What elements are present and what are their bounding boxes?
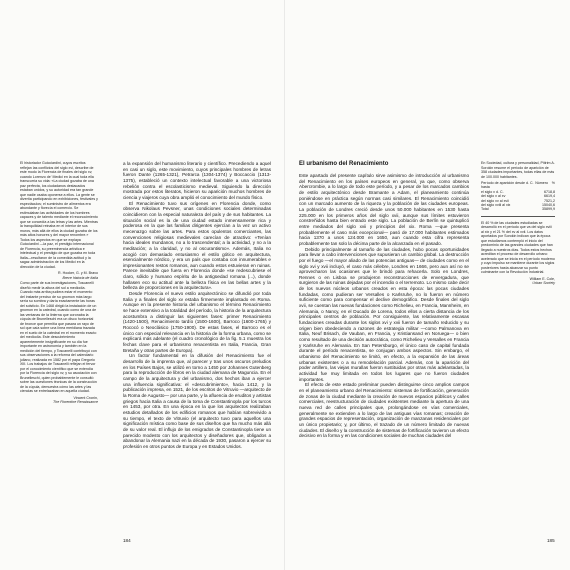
table-cell: 358 bbox=[542, 207, 548, 212]
table-header bbox=[481, 181, 555, 190]
sidenote-source: Urban Society bbox=[532, 281, 555, 286]
paragraph: Debido principalmente al tamaño de las ciudades, hubo pocas oportunidades para llevar a cabo intervenciones que supusieran un cambio global. La destrucción por el fuego —el mayor aliado de las potencias antiguas— de ciudades como en el siglo xvi y xvii incluyó, el caso más célebre, Londres en 1666, pero aun así no se aprovecharon las ocasiones que le brindó para rehacerla. Solo en Londres, Rennes o en Lisboa se produjeron reconstrucciones de envergadura, que surgieron de las ruinas dejadas por el incendio o el terremoto. Lo mismo cabe decir de los nuevos núcleos urbanos creados en esta época: las pocas ciudades fundadas, como pudieran ser Versalles o Karlsruhe, no lo fueron en número suficiente como para compensar el declive demográfico. Desde finales del siglo xvii, se cuentan las nuevas fundaciones como Richelieu, en Francia, Mannheim, en Alemania, o Nancy, en el Ducado de Lorena, todos ellos a cierta distancia de los principales centros de población. Por consiguiente, las relativamente escasas fundaciones creadas durante los siglos xvi y xvii fueron de tamaño reducido y su origen bien obedeciendo a razones de estrategia militar —como Palmanova en Italia, Neuf Brisach, de Vauban, en Francia, y Kristiansand en Noruega— o bien como resultado de una decisión autocrática, como Richelieu y Versalles en Francia y Karlsruhe en Alemania. En San Petersburgo, el único caso de capital fundada durante el período renacentista, se conjugan ambos aspectos. Sin embargo, el urbanismo del Renacimiento se limitó, en efecto, a la expansión de las áreas urbanas existentes o a su remodelación parcial. Además, con la aparición del poder artillero, las viejas murallas fueron sustituidas por otras más adelantadas, la actividad fue muy limitada en todos los lugares que no fueron ciudades importantes. bbox=[299, 246, 469, 382]
right-sidenote bbox=[481, 161, 555, 286]
sidenote-attribution bbox=[20, 271, 98, 280]
table-total-row bbox=[481, 207, 555, 211]
right-main-column bbox=[299, 161, 469, 439]
right-page bbox=[285, 0, 570, 570]
paragraph: a la expansión del humanismo literario y científico. Precediendo a aquel en casi un siglo, este movimiento, cuyos principales hombres de letras fueron Dante (1265-1321), Petrarca (1304-1374) y Boccaccio (1313-1375), estableció un contexto intelectual favorable a una victoriosa rebelión contra el escolasticismo medieval. Siguiendo la dirección mostrada por estos literatos, hicieron su aparición muchos hombres de ciencia y viajeros cuya obra amplió el conocimiento del mundo físico. bbox=[123, 161, 271, 200]
table-cell: del siglo xv al xvii bbox=[481, 198, 509, 203]
table-cell: 67 bbox=[544, 189, 548, 194]
divider bbox=[481, 216, 555, 217]
page-number: 184 bbox=[123, 538, 131, 543]
table-cell: del siglo x al xv bbox=[481, 194, 506, 199]
paragraph: El Renacimiento tuvo sus orígenes en Florencia donde, como observa Nikolaus Pevsner, unas condiciones sociales determinadas coincidieron con la especial naturaleza del país y de sus habitantes. La situación social es la de una ciudad estado inmensamente rica y poderosa en la que las familias dirigentes ejercían a la vez un activo mecenazgo sobre las artes. Para estos opulentos comerciantes, las convenciones religiosas medievales carecían de atractivo: «Tenían hacia ideales mundanos, no a lo trascendental; a la actividad, y no a la meditación; a la claridad, y no al oscurantismo». Además, Italia no acogió con demasiado entusiasmo el estilo gótico en arquitectura, esencialmente nórdico, y era un país que contaba con innumerables e impresionantes restos romanos, aun cuando estos estuvieran en ruinas. Parece inevitable que fuera en Florencia donde «se redescubriese el claro, sólido y humano espíritu de la antigüedad romana (...), donde hallasen eco su actitud ante la belleza física en las bellas artes y la belleza de proporciones en la arquitectura». bbox=[123, 200, 271, 291]
table-cell: 75 bbox=[544, 198, 548, 203]
paragraph: Un factor fundamental en la difusión del Renacimiento fue el desarrollo de la imprenta que, al parecer y tras unos oscuros preludios en los Países Bajos, se utilizó en torno a 1450 por Johannes Gutenberg para la reproducción de libros en la ciudad alemana de Maguncia. En el campo de la arquitectura y del urbanismo, dos hechos iban a ejercer una influencia significativa: el «descubrimiento», hacia 1412, y la publicación impresa, en 1521, de los escritos de Vitruvio —arquitecto de la Roma de Augusto— por una parte, y la afluencia de eruditos y artistas griegos hacia Italia a causa de la toma de Constantinopla por los turcos en 1453, por otra. En una época en la que los arquitectos realizaban estudios detallados de los edificios romanos que habían sobrevivido a su tiempo, el texto de Vitruvio (el arquitecto tuvo para aquellos una significación mística como base de sus diseños que ha mucho más allá de su valor real. El influjo de los emigrados de Constantinopla tiene un parecido modesto con los arquitectos y diseñadores que, obligados a abandonar la Alemania nazi en la década de 1930, pasaron a ejercer su profesión en otros puntos de Europa y en Estados Unidos. bbox=[123, 353, 271, 449]
left-sidenote-toscanelli bbox=[20, 281, 98, 405]
sidenote-attribution bbox=[20, 396, 98, 405]
table-header-cell: Número bbox=[535, 181, 548, 185]
table-cell: del siglo xviii al xix bbox=[481, 203, 511, 208]
table-cell: 66 bbox=[544, 194, 548, 199]
table-cell: 18,8 bbox=[548, 189, 555, 194]
cities-table bbox=[481, 181, 555, 212]
left-sidenote-quote bbox=[20, 161, 98, 280]
table-cell: Total bbox=[481, 207, 489, 212]
sidenote-text: En Sociedad, cultura y personalidad, Pitirim A. Sorokin resume el período de aparición de 358 ciudades importantes, todas ellas de más de 100.000 habitantes. bbox=[481, 161, 555, 179]
page-number: 185 bbox=[547, 538, 555, 543]
table-cell: 19,4 bbox=[548, 194, 555, 199]
sidenote-author: William E. Cole, bbox=[529, 276, 555, 281]
table-cell: 99,9 bbox=[548, 207, 555, 212]
left-main-column bbox=[123, 161, 271, 449]
sidenote-text: El 40 % de las ciudades estudiadas se desarrolló en el período que va del siglo xviii al xix y el 21 % del xv al xvii. Los datos aportados por Sorokin indican que la época que estudiamos contempló el inicio del predominio de las grandes ciudades que han llegado a nuestros días. Todos estos hechos acreditan el proceso de desarrollo urbano acelerado que se inicia en el período moderno y cuyo impulso se mantiene durante los siglos posteriores hasta alcanzar su punto culminante con la Revolución Industrial. bbox=[481, 220, 555, 275]
table-cell: 150 bbox=[542, 203, 548, 208]
table-cell: 21,2 bbox=[548, 198, 555, 203]
sidenote-attribution bbox=[481, 277, 555, 286]
sidenote-source: Breve historia de Italia bbox=[62, 275, 98, 280]
paragraph: Desde Florencia el nuevo estilo arquitectónico se difundió por toda Italia y a finales del siglo xv estaba firmemente implantado en Roma. Aunque en la presente historia del urbanismo el término Renacimiento se hace extensivo a la totalidad del período, la historia de la arquitectura acostumbra a distinguir las siguientes fases: primer Renacimiento (1420-1500), Renacimiento tardío (1500-1600), Barroco (1600-1765) y Rococó o Neoclásico (1750-1900). De estas fases, el Barroco es el único con especial relevancia en la historia de la forma urbana, como se explicará más adelante (el cuadro cronológico de la fig. 5.1 muestra los fechas clave para el urbanismo renacentista en Italia, Francia, Gran Bretaña y otras partes de Europa). bbox=[123, 291, 271, 353]
section-heading: El urbanismo del Renacimiento bbox=[299, 161, 389, 167]
sidenote-text: El historiador Guicciardini, cuyos escritos reflejan las conflictos del siglo xvi, describe de este modo la Florencia de finales del siglo xv, cuando Lorenzo de' Medici en la cual toda ella transcurría su vida: «La ciudad gozaba de una paz perfecta, los ciudadanos destacados estaban unidos, y su autoridad era tan grande que nadie osaba oponerse a ellos. La gente se divertía participando en exhibiciones, festivales y espectáculos; el suministro de alimentos era abundante y florecía el comercio. Se estimulaban las actividades de los hombres capaces y de talento mediante el reconocimiento que se concedía a las letras y las artes. Mientras la tranquilidad reinaba en el interior de sus muros, más allá de ellos la ciudad gozaba de los más altos honores y del mayor renombre.» Todos los aspectos en que se explaya Guicciardini —la paz, el prestigio internacional de Florencia, su preeminencia artística e intelectual y el prestigio de que gozaba en toda Italia—resultaron de la comedida actitud y la sagaz administración de los Medici en la dirección de la ciudad. bbox=[20, 161, 98, 269]
table-header-cell: Período de aparición desde d. C. hasta bbox=[481, 181, 534, 190]
sidenote-author: Vincent Cronin, bbox=[73, 395, 98, 400]
paragraph: Este apartado del presente capítulo sirve asimismo de introducción al urbanismo del Renacimiento en los países europeos en general, ya que, como observa Abercrombie, a lo largo de todo este período, y a pesar de los marcados cambios de estilo arquitectónico desde Bramante a Adam, el planeamiento continúa poniéndose en práctica según normas casi similares. El Renacimiento coincidió con un marcado aumento de la riqueza y la población de las ciudades europeas. La población de Londres creció desde unos 50.000 habitantes en 1530 hasta 225.000 en los primeros años del siglo xvii, aunque sus límites estuvieron constreñidos hasta bien entrado este siglo. La población de Berlín se quintuplicó entre mediados del siglo xvii y principios del xix. Roma —que presenta probablemente el caso más excepcional— pasó de 17.000 habitantes estimados hacia 1370 a unos 124.000 en 1650, aun cuando esta cifra representa probablemente tan solo la décima parte de la alcanzada en el pasado. bbox=[299, 173, 469, 246]
paragraph: El efecto de este estado preliminar pueden distinguirse cinco amplios campos en el planeamiento urbano del Renacimiento: sistemas de fortificación, generación de zonas de la ciudad mediante la creación de nuevos espacios públicos y calles comerciales, reestructuración de ciudades existentes mediante la apertura de una nueva red de calles principales que, prolongándose en vías comerciales, generalmente se extienden a lo largo de las antiguas vías romanas; creación de grandes espacios de representación, organización de manzanas residenciales por un único propietario; y, por último, el trazado de un número limitado de nuevas ciudades. El diseño y la construcción de sistemas de fortificación tuvieron un efecto decisivo en la forma y en las condiciones sociales de muchas ciudades del bbox=[299, 382, 469, 439]
table-header-cell: % bbox=[551, 181, 555, 185]
sidenote-text: Como parte de sus investigaciones, Toscanelli diseñó medir la altura del sol a mediodía. Cuando más arriba pudiera estar el momento del instante preciso de su gnomon más largo sería su sombra y daría exactamente las horas del solsticio. En 1468 dirigió la instalación de un gnomon en la catedral, cuando como de una de las ventanas de la linterna que coronaba la cúpula de Brunelleschi era un disco horizontal de bronce que permitía que pasara un rayo de sol que caía sobre una línea meridiana trazada en el suelo de la catedral en el momento exacto del mediodía. Este descubrimiento aparentemente insignificante en su día fue importante en astronomía y también en la medición del tiempo, y Toscanelli contribuyó con sus observaciones a la reforma del calendario juliano, realizada en 1582 por el papa Gregorio XIII. Los trabajos de Toscanelli reflejan el fervor por el conocimiento científico que se extendía por la Florencia del siglo xv, y su asociación con Brunelleschi, quien probablemente le consultó sobre las cuestiones técnicas de la construcción de la cúpula, demuestra cómo las artes y las ciencias se entrelazaban en aquella ciudad. bbox=[20, 281, 97, 393]
table-cell: el siglo x d. C. bbox=[481, 189, 504, 194]
sidenote-source: The Florentine Renaissance bbox=[53, 400, 98, 404]
sidenote-author: R. Hooker, G. y M. Bravo bbox=[58, 271, 98, 275]
table-cell: 40,6 bbox=[548, 203, 555, 208]
